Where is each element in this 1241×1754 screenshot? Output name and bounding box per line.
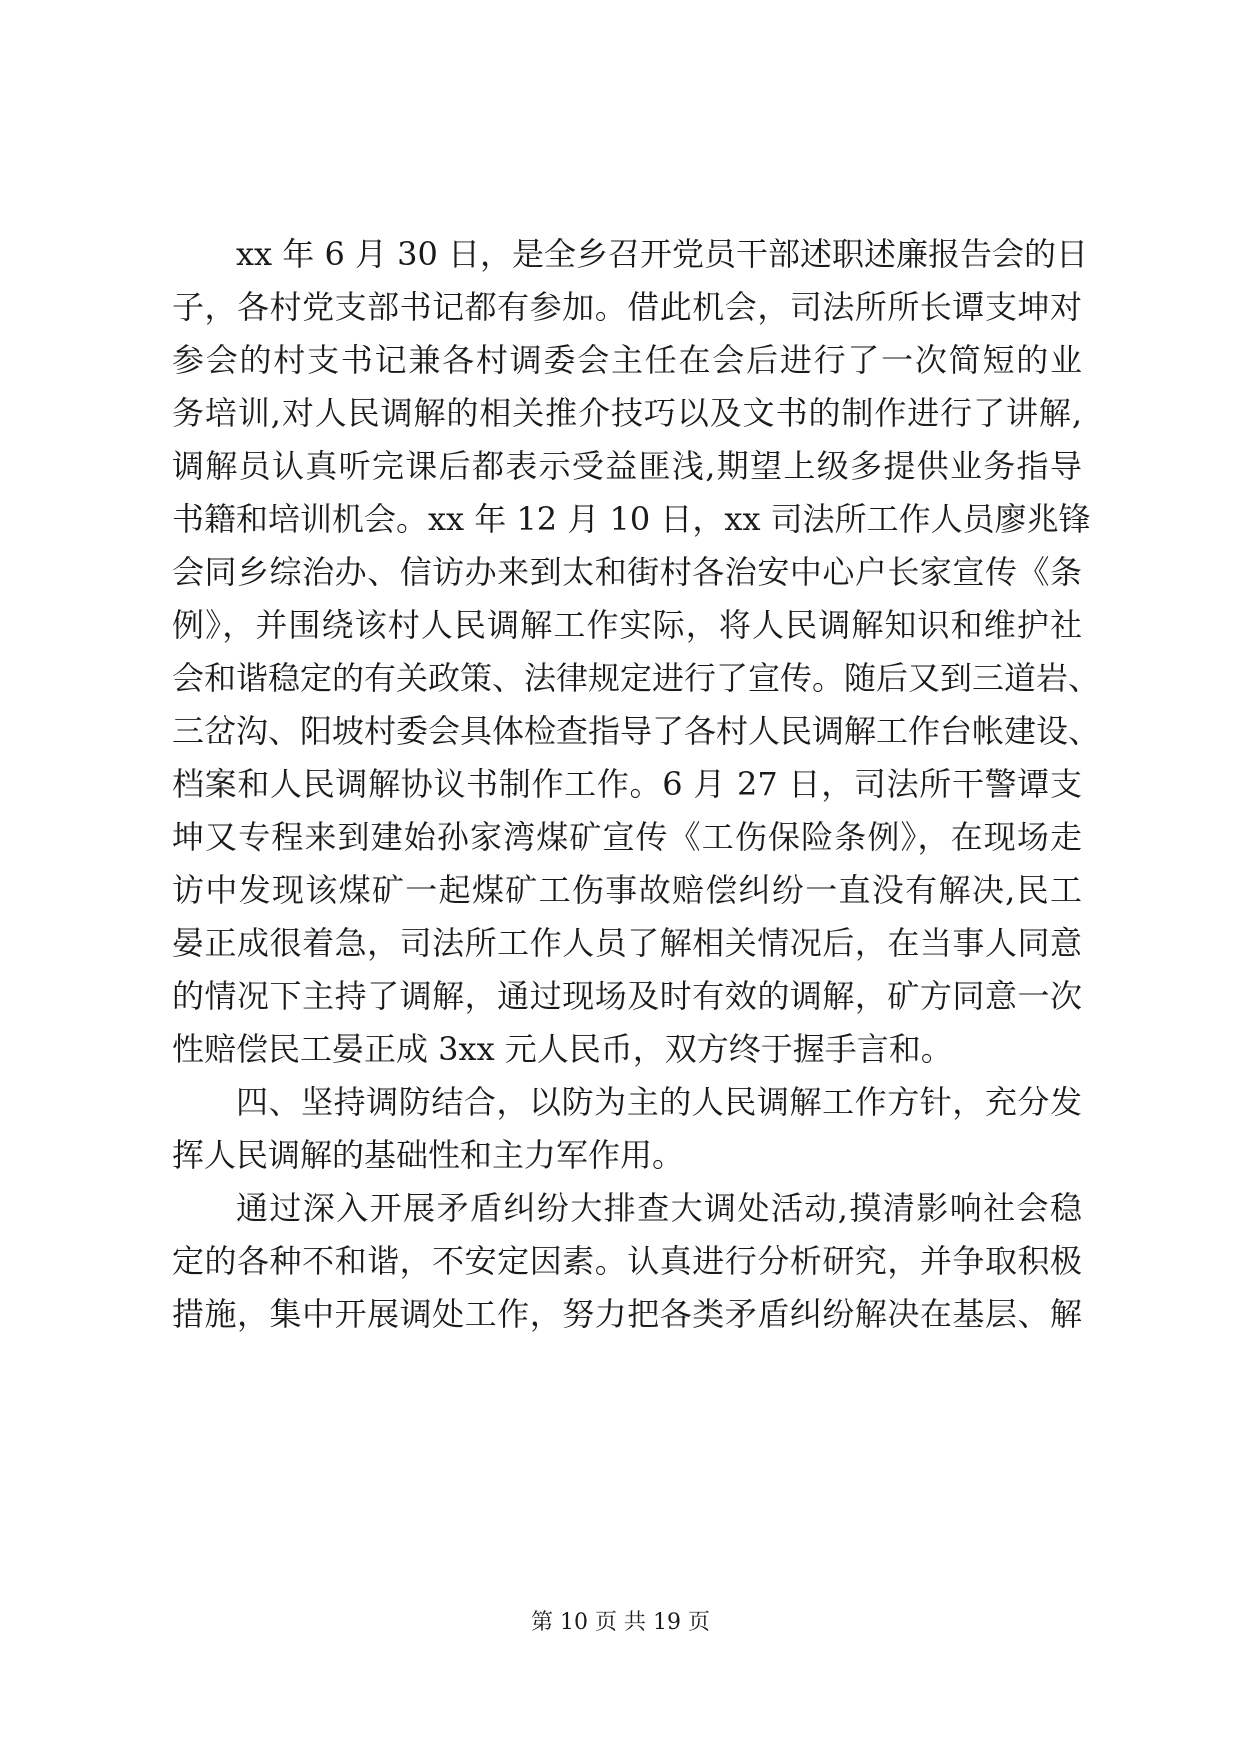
paragraph-2	[172, 1076, 1082, 1182]
text-line: 书籍和培训机会。xx 年 12 月 10 日，xx 司法所工作人员廖兆锋	[172, 500, 1091, 538]
text-line: 例》，并围绕该村人民调解工作实际，将人民调解知识和维护社	[172, 606, 1082, 644]
text-line: 性赔偿民工晏正成 3xx 元人民币，双方终于握手言和。	[172, 1030, 953, 1068]
text-line: 挥人民调解的基础性和主力军作用。	[172, 1136, 685, 1174]
text-line: 措施，集中开展调处工作，努力把各类矛盾纠纷解决在基层、解	[172, 1295, 1082, 1333]
text-line: 晏正成很着急，司法所工作人员了解相关情况后，在当事人同意	[172, 924, 1082, 962]
page-number-footer: 第 10 页 共 19 页	[531, 1610, 710, 1635]
text-line: xx 年 6 月 30 日，是全乡召开党员干部述职述廉报告会的日	[236, 235, 1089, 273]
text-line: 访中发现该煤矿一起煤矿工伤事故赔偿纠纷一直没有解决,民工	[172, 871, 1082, 909]
text-line: 四、坚持调防结合，以防为主的人民调解工作方针，充分发	[236, 1083, 1082, 1121]
text-line: 子，各村党支部书记都有参加。借此机会，司法所所长谭支坤对	[172, 288, 1082, 326]
paragraph-1	[172, 228, 1101, 1076]
text-line: 会和谐稳定的有关政策、法律规定进行了宣传。随后又到三道岩、	[172, 659, 1101, 697]
text-line: 定的各种不和谐，不安定因素。认真进行分析研究，并争取积极	[172, 1242, 1082, 1280]
text-line: 务培训,对人民调解的相关推介技巧以及文书的制作进行了讲解,	[172, 394, 1082, 432]
text-line: 档案和人民调解协议书制作工作。6 月 27 日，司法所干警谭支	[172, 765, 1082, 803]
paragraph-3	[172, 1182, 1082, 1341]
text-line: 会同乡综治办、信访办来到太和街村各治安中心户长家宣传《条	[172, 553, 1082, 591]
text-line: 调解员认真听完课后都表示受益匪浅,期望上级多提供业务指导	[172, 447, 1082, 485]
text-line: 的情况下主持了调解，通过现场及时有效的调解，矿方同意一次	[172, 977, 1082, 1015]
text-line: 参会的村支书记兼各村调委会主任在会后进行了一次简短的业	[172, 341, 1082, 379]
text-line: 通过深入开展矛盾纠纷大排查大调处活动,摸清影响社会稳	[236, 1189, 1082, 1227]
document-body	[172, 228, 1101, 1341]
text-line: 三岔沟、阳坡村委会具体检查指导了各村人民调解工作台帐建设、	[172, 712, 1101, 750]
text-line: 坤又专程来到建始孙家湾煤矿宣传《工伤保险条例》，在现场走	[172, 818, 1082, 856]
